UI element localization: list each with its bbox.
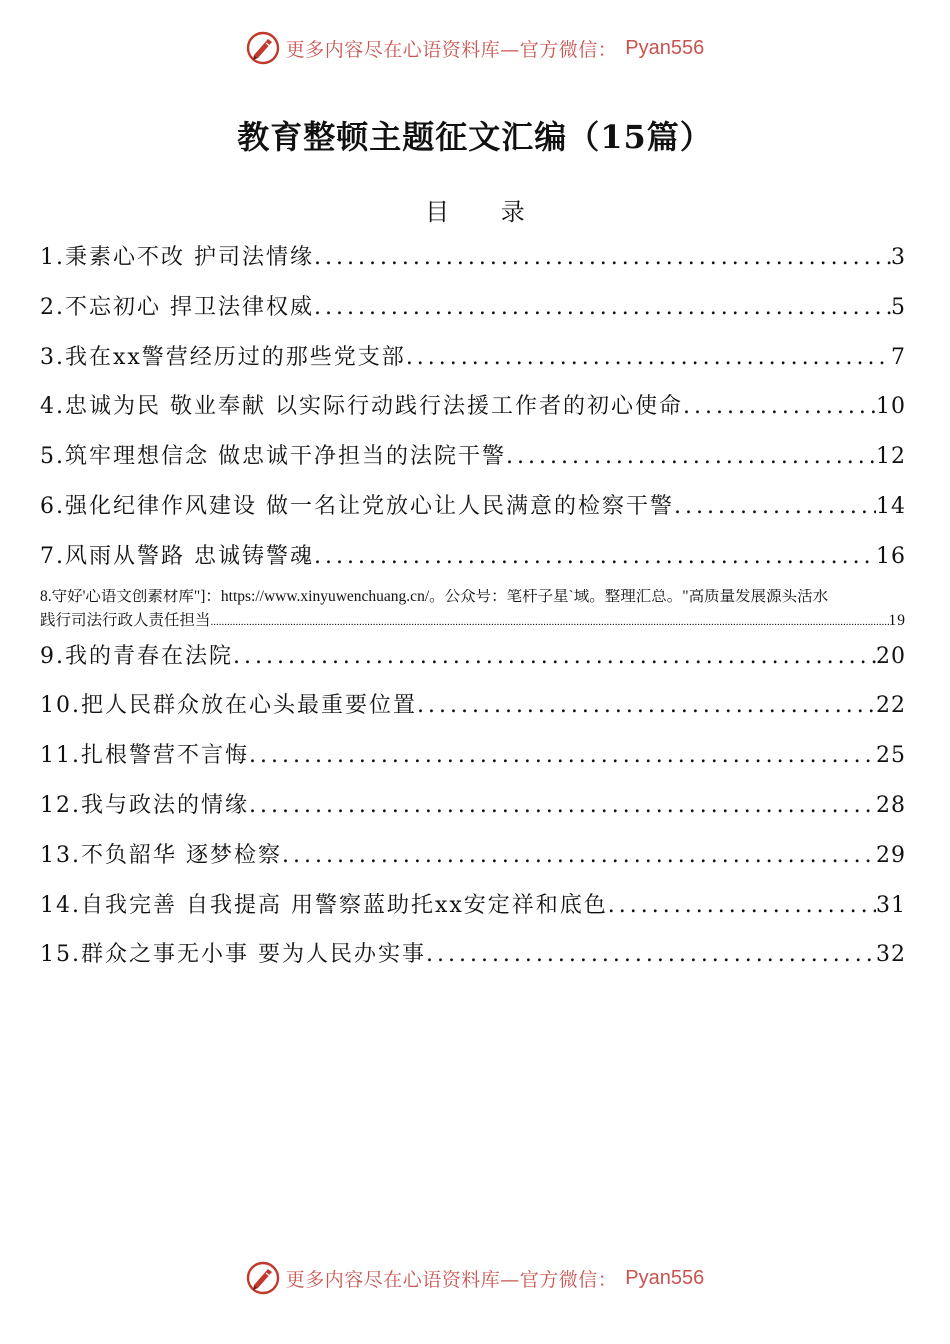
toc-leader-dots [211,610,889,634]
toc-entry-title: 12.我与政法的情缘 [40,792,249,818]
watermark-content [246,31,704,65]
toc-leader-dots [426,942,876,967]
watermark-text: 更多内容尽在心语资料库—官方微信： [285,1268,618,1291]
toc-entry-page: 28 [876,792,906,818]
watermark-content [246,1261,704,1295]
toc-entry-title: 5.筑牢理想信念 做忠诚干净担当的法院干警 [40,444,506,470]
toc-leader-dots [249,793,876,818]
toc-leader-dots [249,743,876,768]
toc-entry[interactable] [40,838,906,888]
watermark-wechat-id: Pyan556 [625,36,705,59]
toc-entry-title: 3.我在xx警营经历过的那些党支部 [40,344,406,370]
toc-entry[interactable] [40,290,906,340]
toc-entry[interactable] [40,738,906,788]
toc-entry-title: 13.不负韶华 逐梦检察 [40,842,282,868]
toc-leader-dots [314,544,876,569]
document-title: 教育整顿主题征文汇编（15篇） [237,118,713,156]
toc-entry-small[interactable] [40,589,906,639]
toc-entry-page: 25 [876,743,906,769]
toc-leader-dots [683,394,876,419]
toc-entry[interactable] [40,539,906,589]
toc-entry-title: 9.我的青春在法院 [40,643,233,669]
toc-entry[interactable] [40,788,906,838]
toc-entry-title: 10.把人民群众放在心头最重要位置 [40,693,417,719]
toc-entry-title: 7.风雨从警路 忠诚铸警魂 [40,543,314,569]
toc-leader-dots [282,843,876,868]
toc-entry-line2 [40,609,906,634]
toc-leader-dots [314,295,891,320]
toc-entry[interactable] [40,639,906,689]
toc-entry[interactable] [40,937,906,987]
toc-entry-title-line1: 8.守好'心语文创素材库"]：https://www.xinyuwenchuang.cn/。公众号：笔杆子星`域。整理汇总。"高质量发展源头活水 [40,588,829,605]
toc-entry-title: 15.群众之事无小事 要为人民办实事 [40,942,426,968]
toc-entry[interactable] [40,489,906,539]
toc-leader-dots [608,893,876,918]
toc-leader-dots [506,444,876,469]
toc-entry-page: 29 [876,842,906,868]
table-of-contents [40,240,906,987]
toc-entry-title: 14.自我完善 自我提高 用警察蓝助托xx安定祥和底色 [40,892,608,918]
footer-watermark [0,1258,950,1298]
toc-entry[interactable] [40,340,906,390]
toc-entry-page: 7 [891,344,906,370]
toc-leader-dots [233,644,876,669]
watermark-text: 更多内容尽在心语资料库—官方微信： [285,38,618,61]
toc-entry-page: 32 [876,942,906,968]
toc-entry-title: 6.强化纪律作风建设 做一名让党放心让人民满意的检察干警 [40,493,674,519]
toc-entry[interactable] [40,688,906,738]
toc-entry-page: 20 [876,643,906,669]
toc-entry-title-line2: 践行司法行政人责任担当 [40,611,211,629]
pen-logo-icon [246,1261,280,1295]
toc-entry-page: 16 [876,543,906,569]
toc-entry-title: 2.不忘初心 捍卫法律权威 [40,294,314,320]
toc-entry-page: 12 [876,444,906,470]
toc-leader-dots [674,494,876,519]
toc-entry[interactable] [40,240,906,290]
toc-entry[interactable] [40,389,906,439]
toc-entry-title: 4.忠诚为民 敬业奉献 以实际行动践行法援工作者的初心使命 [40,394,683,420]
toc-entry-page: 22 [876,693,906,719]
toc-entry-title: 11.扎根警营不言悔 [40,743,249,769]
toc-entry-page: 10 [876,394,906,420]
toc-leader-dots [314,245,891,270]
toc-entry-page: 3 [891,245,906,270]
toc-entry[interactable] [40,888,906,938]
pen-logo-icon [246,31,280,65]
toc-heading: 目 录 [425,198,547,226]
toc-entry-title: 1.秉素心不改 护司法情缘 [40,245,314,270]
watermark-wechat-id: Pyan556 [625,1266,705,1289]
header-watermark [0,28,950,68]
toc-entry-page: 19 [888,611,906,629]
toc-entry-page: 5 [891,294,906,320]
toc-leader-dots [406,345,891,370]
toc-entry-page: 14 [876,493,906,519]
toc-entry[interactable] [40,439,906,489]
toc-leader-dots [417,693,876,718]
toc-entry-page: 31 [876,892,906,918]
